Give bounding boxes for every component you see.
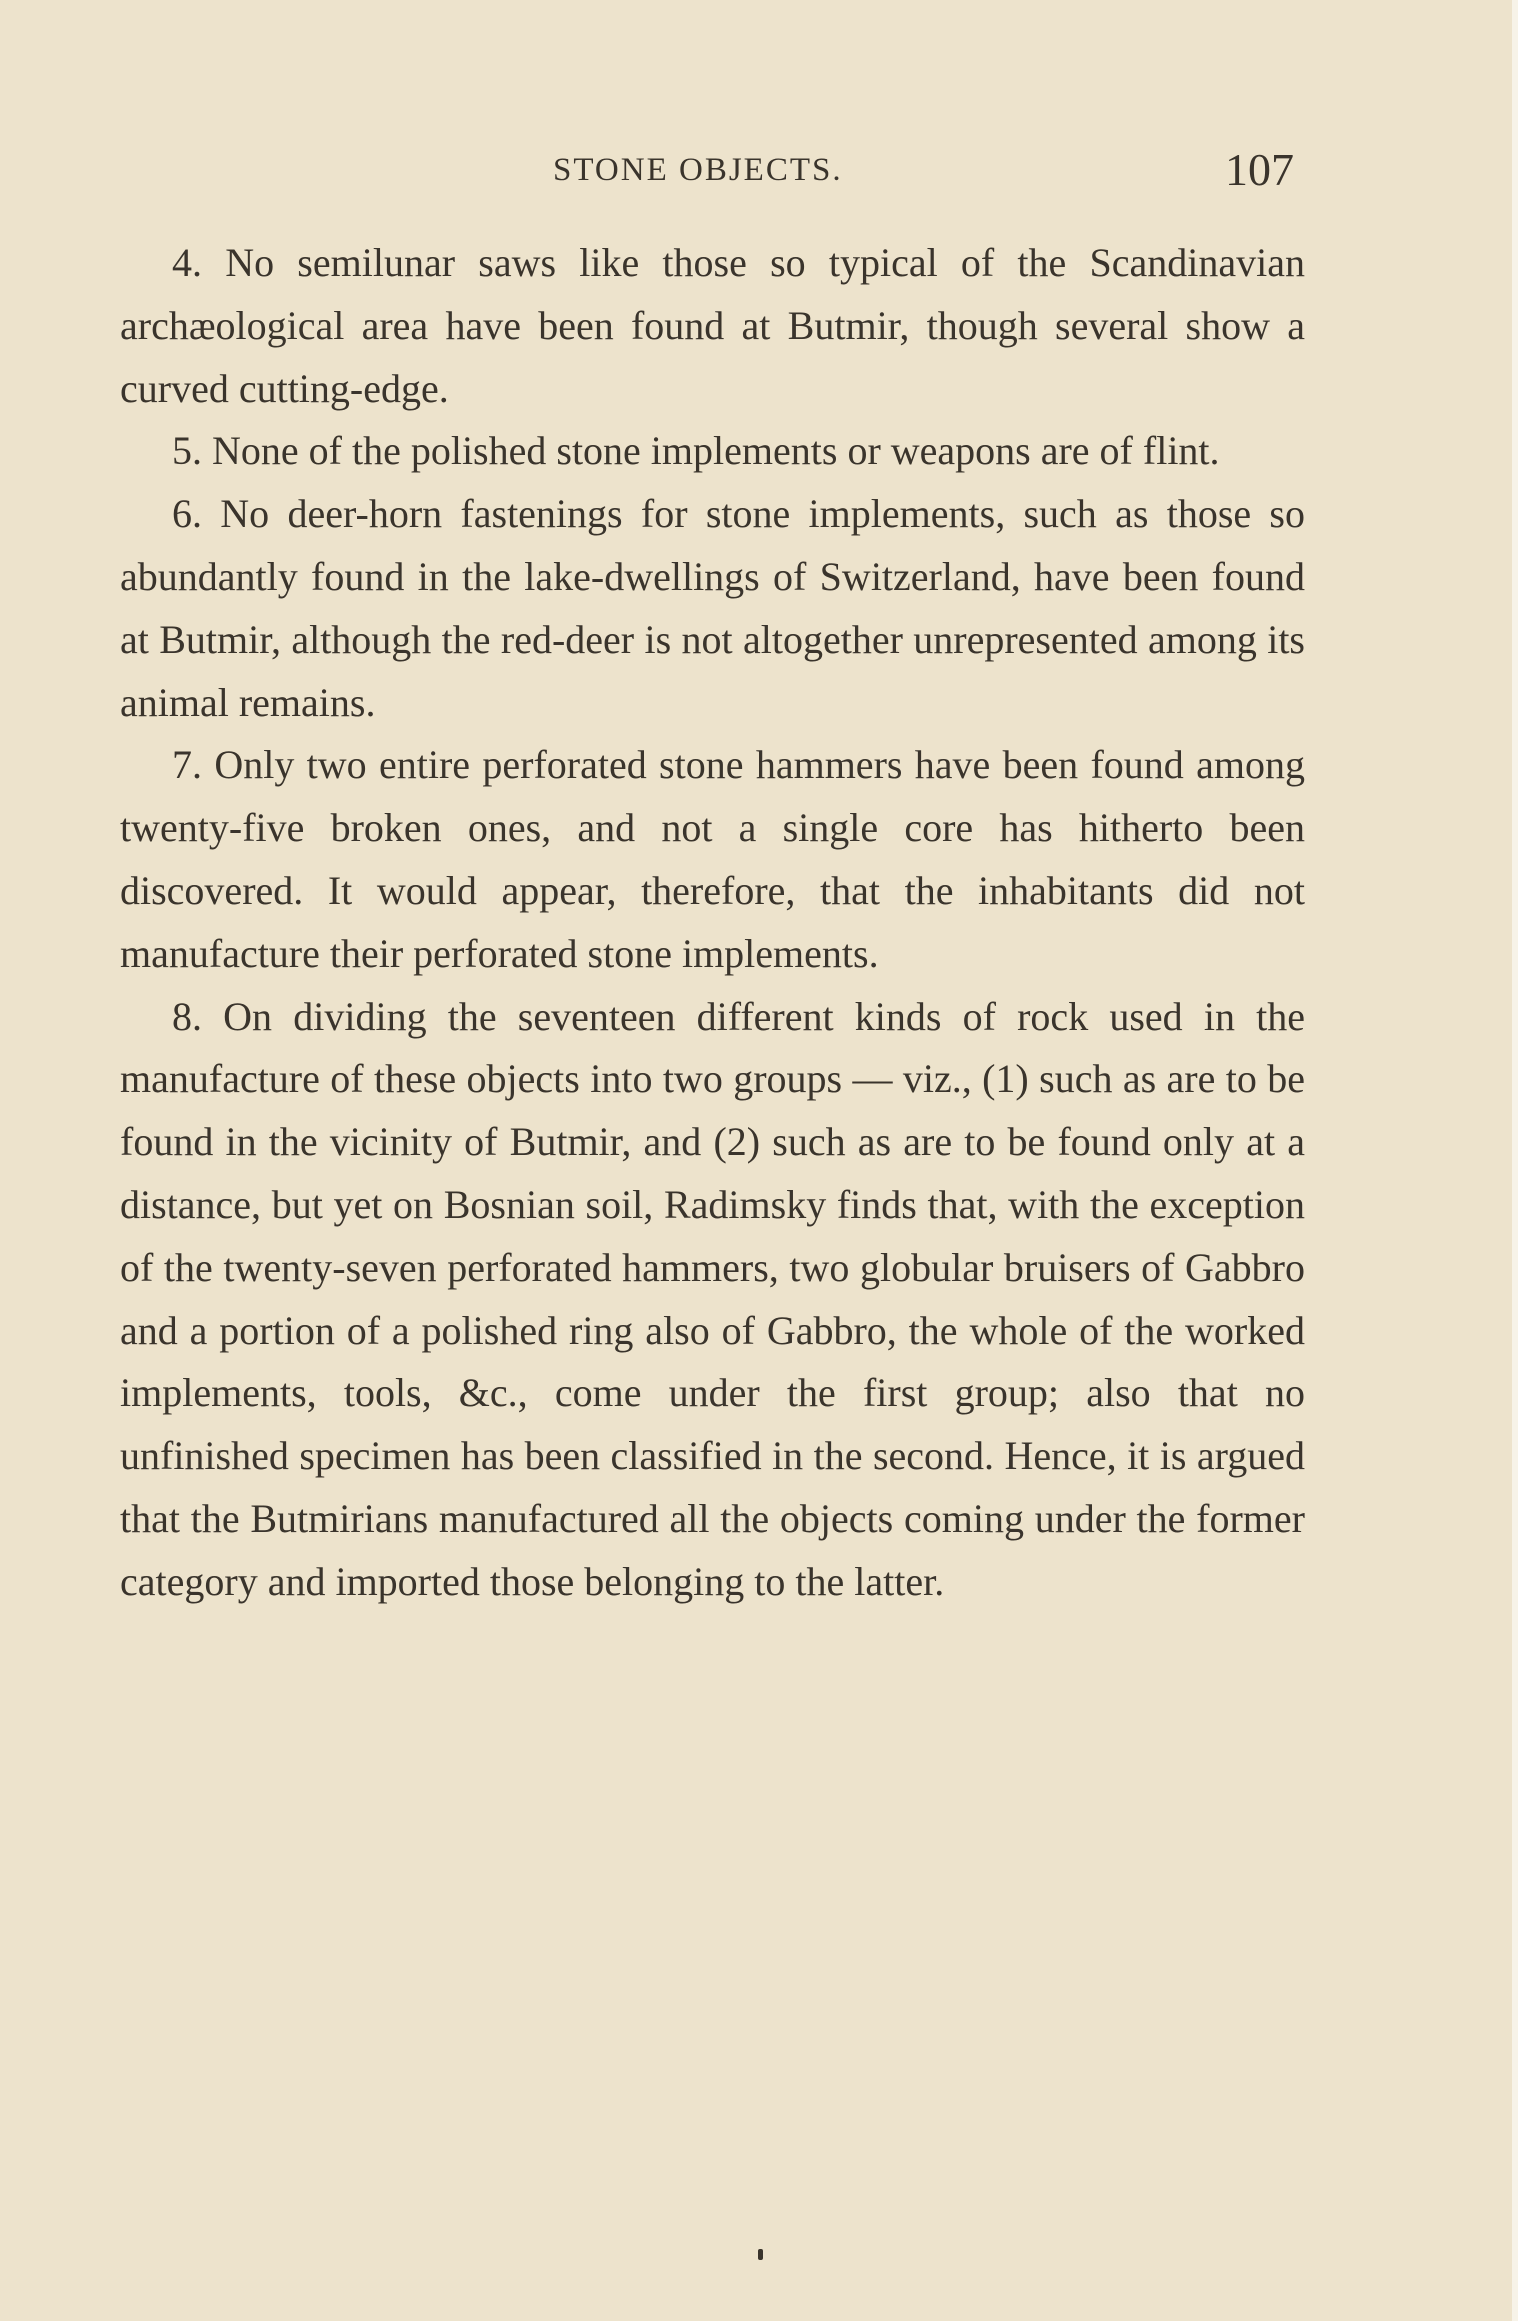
page-edge [1512,0,1518,2321]
running-title: STONE OBJECTS. [553,152,843,188]
paragraph-4: 4. No semilunar saws like those so typical of the Scandinavian archæological area have been found at Butmir, though several show a curved cutting-edge. [120,240,1305,411]
page-number: 107 [1225,144,1294,195]
paragraph-8: 8. On dividing the seventeen different kinds of rock used in the manufacture of these objects into two groups — viz., (1) such as are to be found in the vicinity of Butmir, and (2) such as are to be found only at a distance, but yet on Bosnian soil, Radimsky finds that, with the exception of the twenty-seven perforated hammers, two globular bruisers of Gabbro and a portion of a polished ring also of Gabbro, the whole of the worked implements, tools, &c., come under the first group; also that no unfinished specimen has been classified in the second. Hence, it is argued that the Butmirians manufactured all the objects coming under the former category and imported those belonging to the latter. [120,993,1305,1604]
paragraph-6: 6. No deer-horn fastenings for stone implements, such as those so abundantly found in the lake-dwellings of Switzerland, have been found at Butmir, although the red-deer is not altogether unrepresented among its animal remains. [120,491,1305,725]
paragraph-5: 5. None of the polished stone implements or weapons are of flint. [172,428,1220,474]
body-text [120,232,1305,1614]
ink-speck [758,2249,763,2260]
paragraph-7: 7. Only two entire perforated stone hammers have been found among twenty-five broken ones, and not a single core has hitherto been discovered. It would appear, therefore, that the inhabitants did not manufacture their perforated stone implements. [120,742,1305,976]
running-head [0,140,1518,200]
